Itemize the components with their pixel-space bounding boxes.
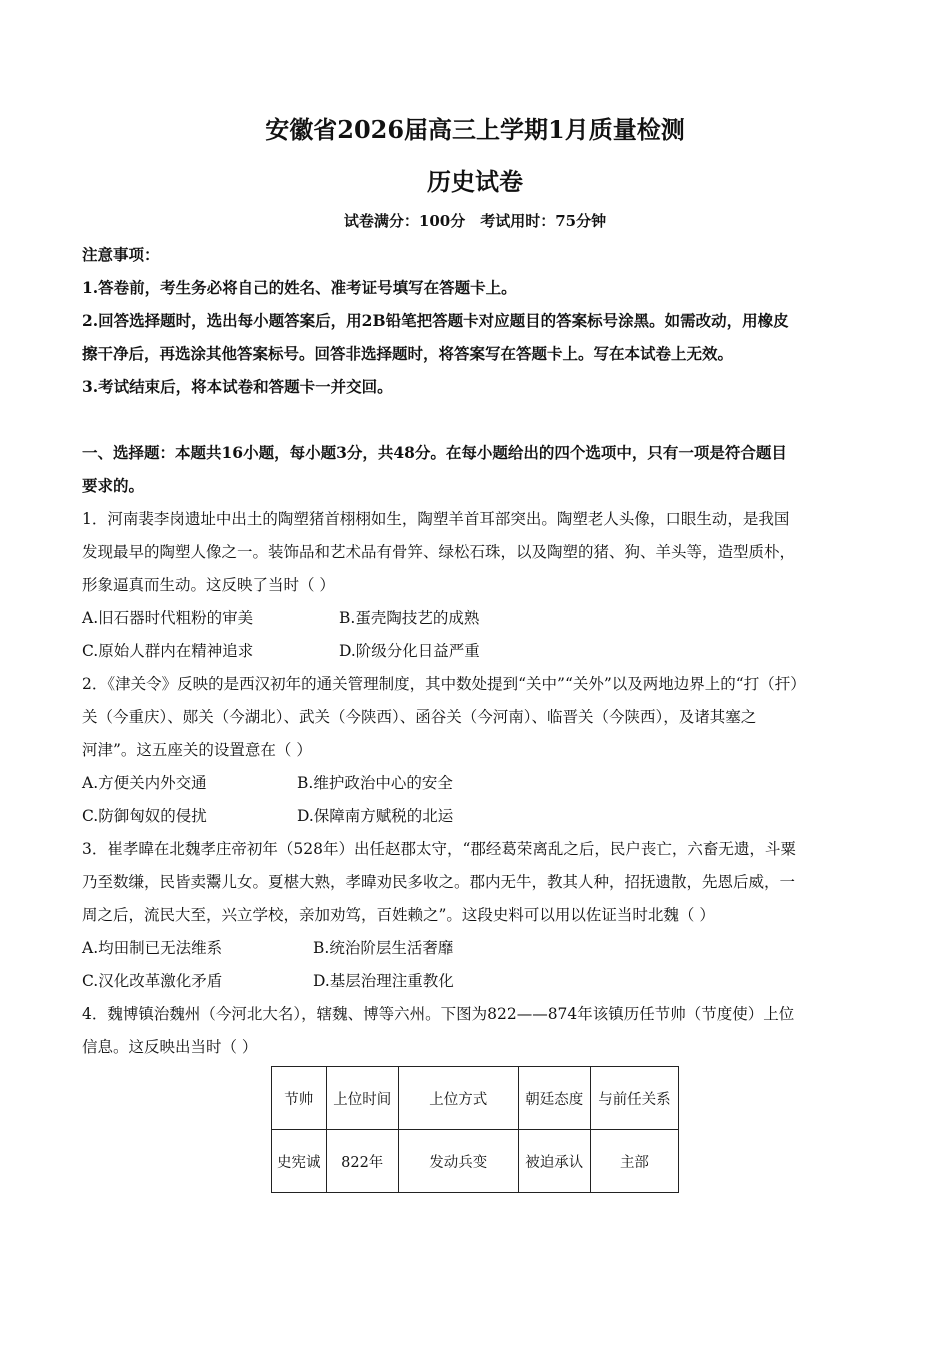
question-2-option-a: A.方便关内外交通 <box>82 774 207 792</box>
table-header-cell: 朝廷态度 <box>518 1067 590 1130</box>
question-1-option-a: A.旧石器时代粗粉的审美 <box>82 609 254 627</box>
table-cell: 发动兵变 <box>398 1130 518 1193</box>
table-header-cell: 上位方式 <box>398 1067 518 1130</box>
table-cell: 被迫承认 <box>518 1130 590 1193</box>
question-1-option-d: D.阶级分化日益严重 <box>339 642 480 660</box>
notice-item: 1.答卷前，考生务必将自己的姓名、准考证号填写在答题卡上。 <box>82 278 517 297</box>
question-4-text: 信息。这反映出当时（ ） <box>82 1038 258 1056</box>
question-2-text: 河津”。这五座关的设置意在（ ） <box>82 741 312 759</box>
question-1-text: 1．河南裴李岗遗址中出土的陶塑猪首栩栩如生，陶塑羊首耳部突出。陶塑老人头像，口眼生动，是我国 <box>82 510 790 528</box>
question-3-option-a: A.均田制已无法维系 <box>82 939 223 957</box>
section-heading: 一、选择题：本题共16小题，每小题3分，共48分。在每小题给出的四个选项中，只有一项是符合题目 <box>82 443 787 462</box>
question-1-option-b: B.蛋壳陶技艺的成熟 <box>339 609 480 627</box>
question-3-text: 3．崔孝暐在北魏孝庄帝初年（528年）出任赵郡太守，“郡经葛荣离乱之后，民户丧亡，六畜无遗，斗粟 <box>82 840 796 858</box>
table-cell: 史宪诚 <box>272 1130 327 1193</box>
question-3-option-c: C.汉化改革激化矛盾 <box>82 972 223 990</box>
question-2-text: 2．《津关令》反映的是西汉初年的通关管理制度，其中数处提到“关中”“关外”以及两地边界上的“打（扞） <box>82 675 806 693</box>
table-row <box>272 1130 679 1193</box>
question-4-table <box>271 1066 679 1193</box>
question-1-option-c: C.原始人群内在精神追求 <box>82 642 254 660</box>
question-2-option-b: B.维护政治中心的安全 <box>297 774 453 792</box>
notice-item: 2.回答选择题时，选出每小题答案后，用2B铅笔把答题卡对应题目的答案标号涂黑。如需改动，用橡皮 <box>82 311 789 330</box>
table-header-cell: 节帅 <box>272 1067 327 1130</box>
question-3-text: 乃至数缣，民皆卖鬻儿女。夏椹大熟，孝暐劝民多收之。郡内无牛，教其人种，招抚遗散，先恩后威，一 <box>82 873 796 891</box>
notice-item: 擦干净后，再选涂其他答案标号。回答非选择题时，将答案写在答题卡上。写在本试卷上无效。 <box>82 344 734 363</box>
exam-title: 安徽省2026届高三上学期1月质量检测 <box>265 115 685 144</box>
section-heading-cont: 要求的。 <box>82 476 145 495</box>
exam-subtitle: 历史试卷 <box>427 167 523 196</box>
table-cell: 822年 <box>326 1130 398 1193</box>
question-2-option-d: D.保障南方赋税的北运 <box>297 807 454 825</box>
table-header-cell: 与前任关系 <box>590 1067 678 1130</box>
question-4-text: 4．魏博镇治魏州（今河北大名），辖魏、博等六州。下图为822——874年该镇历任节帅（节度使）上位 <box>82 1005 795 1023</box>
table-header-row <box>272 1067 679 1130</box>
table-cell: 主部 <box>590 1130 678 1193</box>
question-2-text: 关（今重庆）、郧关（今湖北）、武关（今陕西）、函谷关（今河南）、临晋关（今陕西），及诸其塞之 <box>82 708 757 726</box>
question-3-option-b: B.统治阶层生活奢靡 <box>313 939 454 957</box>
table-header-cell: 上位时间 <box>326 1067 398 1130</box>
notice-item: 3.考试结束后，将本试卷和答题卡一并交回。 <box>82 377 393 396</box>
notice-heading: 注意事项： <box>82 245 160 264</box>
question-1-text: 发现最早的陶塑人像之一。装饰品和艺术品有骨笄、绿松石珠，以及陶塑的猪、狗、羊头等，造型质朴， <box>82 543 796 561</box>
question-3-option-d: D.基层治理注重教化 <box>313 972 454 990</box>
question-1-text: 形象逼真而生动。这反映了当时（ ） <box>82 576 335 594</box>
question-3-text: 周之后，流民大至，兴立学校，亲加劝笃，百姓赖之”。这段史料可以用以佐证当时北魏（ ） <box>82 906 715 924</box>
exam-meta: 试卷满分：100分 考试用时：75分钟 <box>343 212 607 230</box>
question-2-option-c: C.防御匈奴的侵扰 <box>82 807 207 825</box>
